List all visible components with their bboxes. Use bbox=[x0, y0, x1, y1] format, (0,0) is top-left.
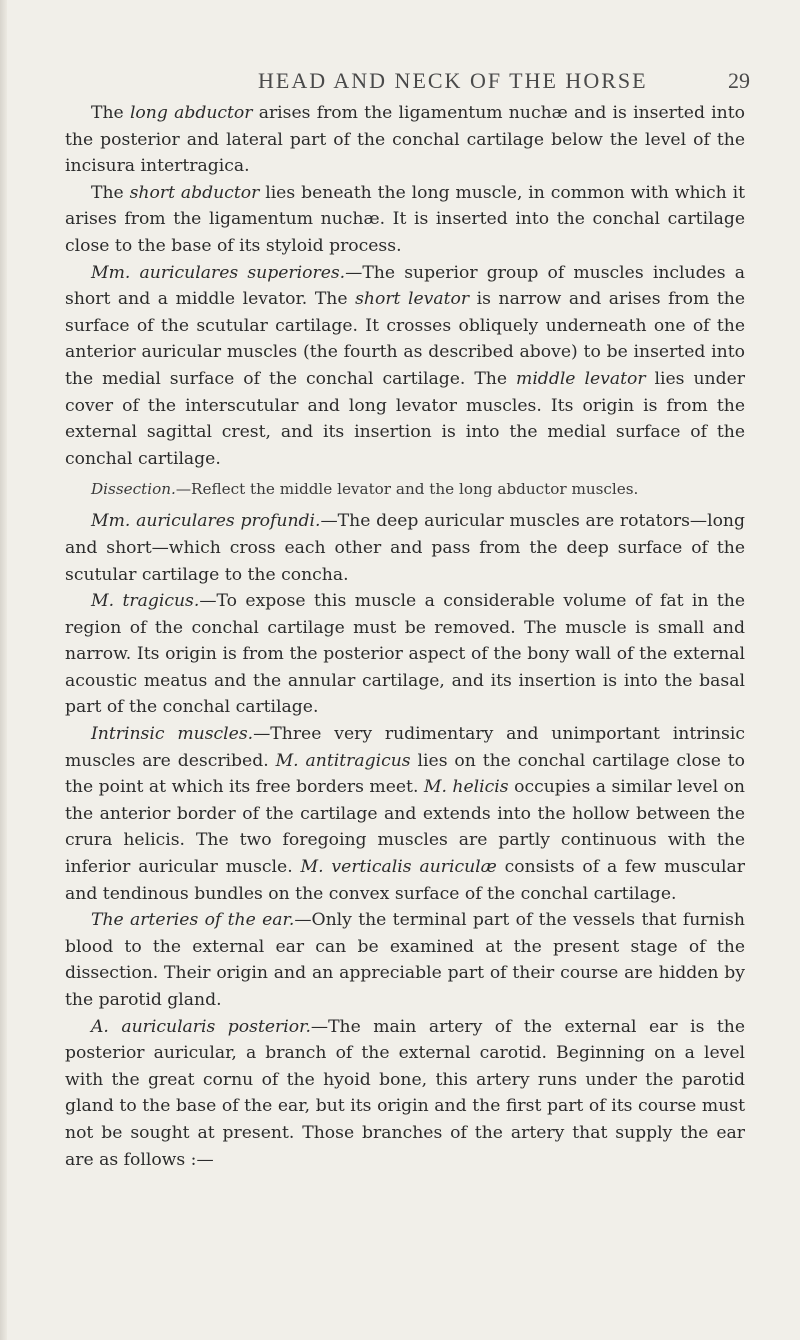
paragraph-text: occupies a similar level on the anterior border of the cartilage and extends into the hollow between the crura helicis. The two foregoing muscles are partly continuous with the inferior auricular muscle. bbox=[65, 777, 745, 878]
page-number: 29 bbox=[728, 68, 750, 93]
term-auriculares-superiores: Mm. auriculares superiores. bbox=[91, 262, 346, 283]
paragraph-text: —Only the terminal part of the vessels that furnish blood to the external ear can be examined at the present stage of the dissection. Their origin and an appreciable part of their course are hidden by the parotid gland. bbox=[65, 910, 746, 1010]
paragraph-lead-text: The bbox=[91, 182, 130, 203]
paragraph-text: consists of a few muscular and tendinous bundles on the convex surface of the conchal cartilage. bbox=[65, 857, 745, 904]
term-verticalis-auriculae: M. verticalis auriculæ bbox=[300, 857, 497, 878]
paragraph-intrinsic-muscles bbox=[65, 721, 745, 907]
running-head: HEAD AND NECK OF THE HORSE bbox=[258, 68, 648, 93]
page-edge-shadow bbox=[0, 0, 7, 1340]
paragraph-text: lies under cover of the interscutular and long levator muscles. Its origin is from the external sagittal crest, and its insertion is into the medial surface of the conchal cartilage. bbox=[65, 368, 745, 469]
paragraph-text: lies beneath the long muscle, in common with which it arises from the ligamentum nuchæ. It is inserted into the conchal cartilage close to the base of its styloid process. bbox=[65, 182, 746, 256]
term-intrinsic-muscles: Intrinsic muscles. bbox=[91, 724, 254, 745]
paragraph-text: —Reflect the middle levator and the long abductor muscles. bbox=[175, 480, 639, 499]
body-text bbox=[65, 100, 745, 1173]
term-tragicus: M. tragicus. bbox=[91, 591, 200, 612]
paragraph-text: —The deep auricular muscles are rotators—long and short—which cross each other and pass from the deep surface of the scutular cartilage to the concha. bbox=[65, 511, 745, 585]
paragraph-tragicus bbox=[65, 588, 745, 721]
term-short-abductor: short abductor bbox=[129, 182, 260, 203]
paragraph-long-abductor bbox=[65, 100, 745, 180]
paragraph-dissection-note bbox=[65, 478, 745, 500]
paragraph-auriculares-profundi bbox=[65, 508, 745, 588]
paragraph-text: —The superior group of muscles includes a short and a middle levator. The bbox=[65, 262, 745, 310]
paragraph-auricularis-posterior bbox=[65, 1014, 745, 1174]
term-auricularis-posterior: A. auricularis posterior. bbox=[91, 1016, 311, 1037]
paragraph-arteries-of-ear bbox=[65, 907, 745, 1013]
paragraph-text: —The main artery of the external ear is the posterior auricular, a branch of the external carotid. Beginning on a level with the great cornu of the hyoid bone, this artery runs under the parotid gland to the base of the ear, but its origin and the first part of its course must not be sought at present. Those branches of the artery that supply the ear are as follows :— bbox=[65, 1016, 746, 1170]
paragraph-text: arises from the ligamentum nuchæ and is inserted into the posterior and lateral part of the conchal cartilage below the level of the incisura intertragica. bbox=[65, 103, 745, 177]
term-dissection: Dissection. bbox=[91, 480, 176, 499]
term-helicis: M. helicis bbox=[423, 777, 509, 798]
paragraph-text: —Three very rudimentary and unimportant intrinsic muscles are described. bbox=[65, 724, 745, 771]
term-auriculares-profundi: Mm. auriculares profundi. bbox=[91, 511, 321, 532]
term-arteries-of-ear: The arteries of the ear. bbox=[91, 910, 295, 931]
term-short-levator: short levator bbox=[355, 289, 470, 310]
paragraph-lead-text: The bbox=[91, 103, 130, 123]
paragraph-short-abductor bbox=[65, 180, 745, 260]
paragraph-text: is narrow and arises from the surface of the scutular cartilage. It crosses obliquely underneath one of the anterior auricular muscles (the fourth as described above) to be inserted into the medial surface of the conchal cartilage. The bbox=[65, 289, 745, 389]
term-middle-levator: middle levator bbox=[516, 368, 646, 389]
paragraph-auriculares-superiores bbox=[65, 260, 745, 473]
paragraph-text: lies on the conchal cartilage close to the point at which its free borders meet. bbox=[65, 750, 745, 798]
term-long-abductor: long abductor bbox=[129, 103, 253, 123]
term-antitragicus: M. antitragicus bbox=[275, 750, 411, 771]
paragraph-text: —To expose this muscle a considerable volume of fat in the region of the conchal cartilage must be removed. The muscle is small and narrow. Its origin is from the posterior aspect of the bony wall of the external acoustic meatus and the annular cartilage, and its insertion is into the basal part of the conchal cartilage. bbox=[65, 591, 746, 718]
